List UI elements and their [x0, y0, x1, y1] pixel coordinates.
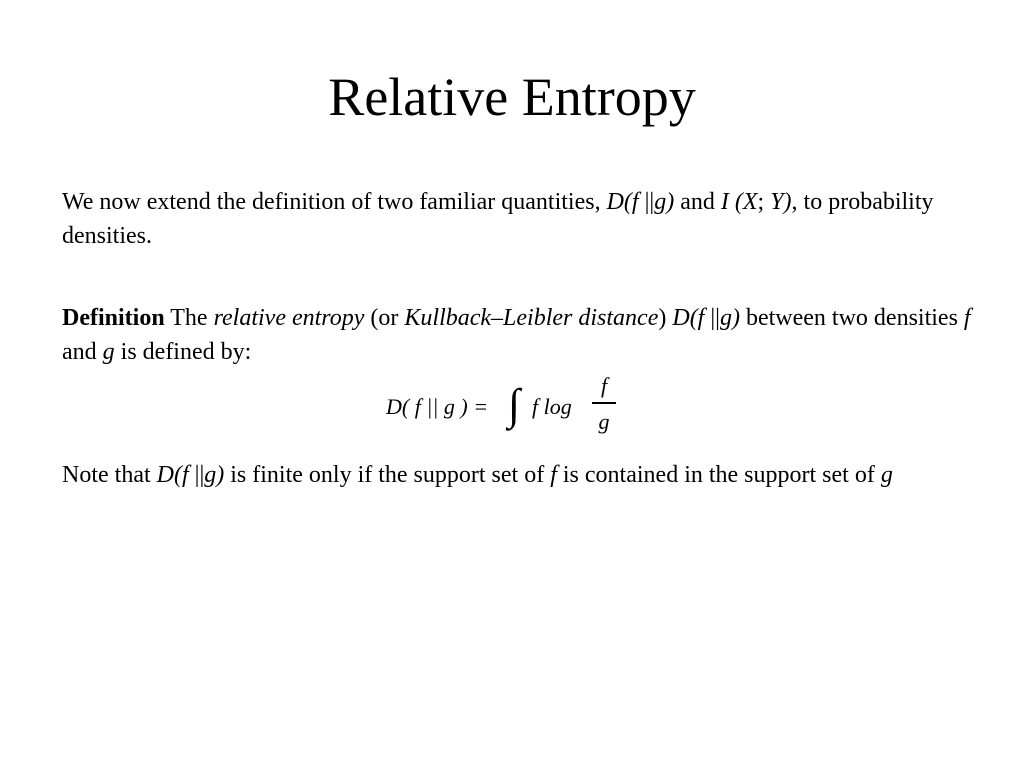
- formula-lhs: D( f || g ) =: [386, 394, 489, 419]
- note-divergence-a: D(f: [156, 462, 195, 488]
- fraction-denominator: g: [598, 408, 610, 434]
- definition-divergence-b: g): [719, 305, 740, 331]
- definition-paragraph: [62, 301, 982, 369]
- mutual-info-semicolon: ;: [757, 189, 771, 215]
- intro-and: and: [674, 189, 721, 215]
- relative-entropy-formula: [386, 372, 626, 446]
- note-divergence-b: g): [204, 462, 225, 488]
- divergence-symbol-a: D(f: [606, 189, 645, 215]
- definition-alt-term: Kullback–Leibler distance: [404, 305, 659, 331]
- intro-paragraph: [62, 185, 982, 253]
- formula-body: f log: [532, 394, 572, 419]
- definition-f: f: [963, 305, 971, 331]
- note-text-c: is contained in the support set of: [562, 462, 881, 488]
- definition-text-b: (or: [364, 305, 405, 331]
- note-g: g: [880, 462, 893, 488]
- definition-label: Definition: [62, 305, 165, 331]
- mutual-info-symbol-a: I (X: [720, 189, 758, 215]
- definition-divergence-a: D(f: [672, 305, 711, 331]
- fraction-numerator: f: [600, 373, 608, 398]
- definition-divergence-separator: ||: [710, 305, 720, 331]
- definition-g: g: [102, 339, 115, 365]
- divergence-separator: ||: [644, 189, 655, 215]
- note-divergence-separator: ||: [194, 462, 205, 488]
- definition-text-f: is defined by:: [114, 339, 252, 365]
- slide-title: Relative Entropy: [328, 67, 696, 127]
- fraction-bar: [592, 402, 616, 404]
- intro-text-a: We now extend the definition of two familiar quantities,: [62, 189, 607, 215]
- mutual-info-symbol-b: Y): [770, 189, 792, 215]
- note-f: f: [550, 462, 563, 488]
- definition-text-e: and: [62, 339, 103, 365]
- note-text-b: is finite only if the support set of: [224, 462, 551, 488]
- formula-fraction: [592, 372, 616, 436]
- definition-text-d: between two densities: [739, 305, 964, 331]
- definition-text-a: The: [164, 305, 214, 331]
- note-paragraph: [62, 458, 982, 492]
- divergence-symbol-b: g): [654, 189, 675, 215]
- definition-text-c: ): [658, 305, 673, 331]
- integral-sign: ∫: [508, 380, 521, 429]
- intro-text-b: , to probability densities.: [62, 189, 934, 249]
- note-text-a: Note that: [62, 462, 157, 488]
- definition-term: relative entropy: [213, 305, 365, 331]
